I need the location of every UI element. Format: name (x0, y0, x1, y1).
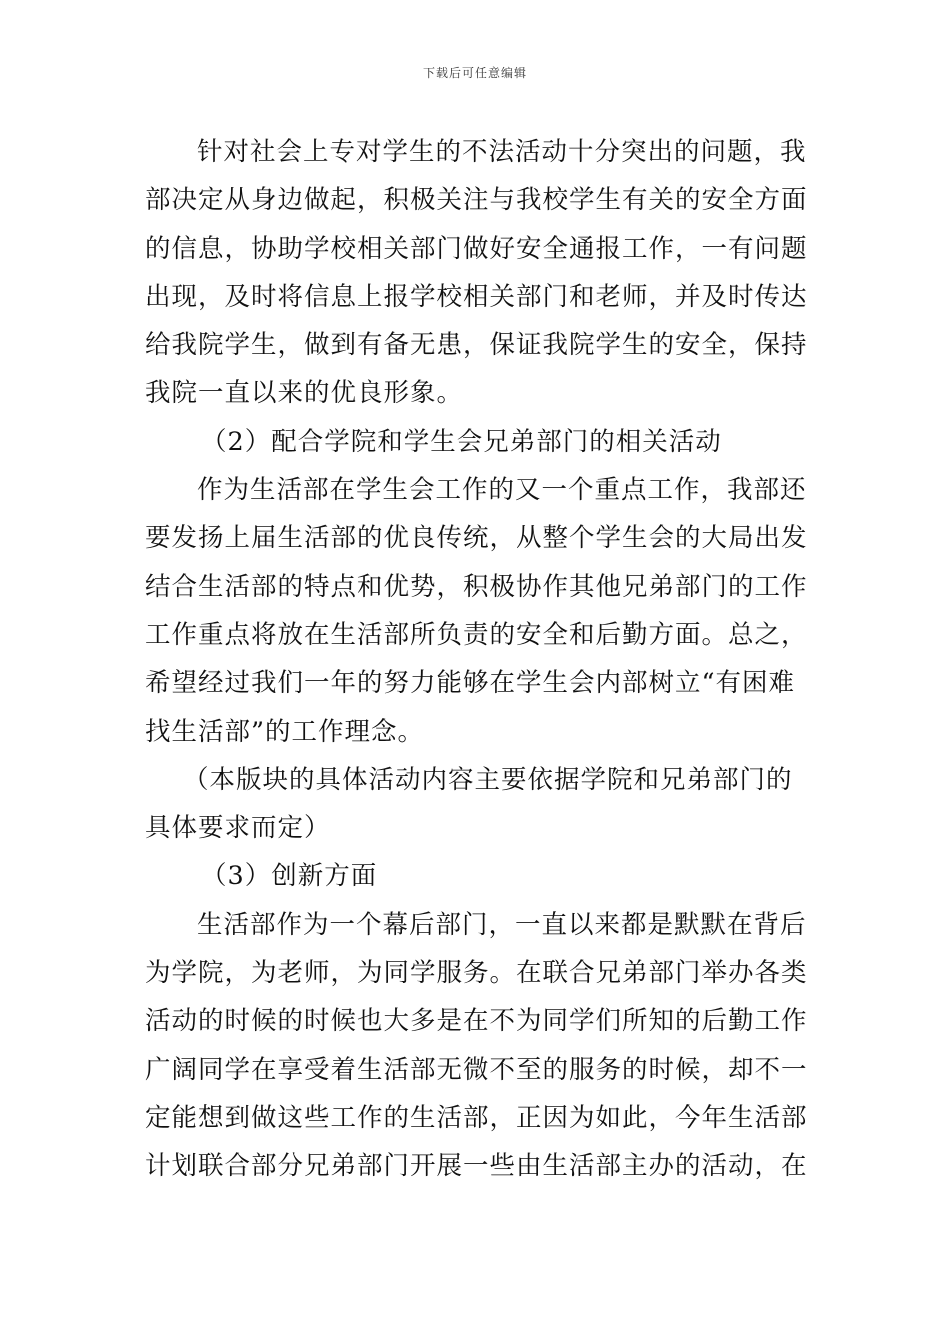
paragraph-line: 给我院学生，做到有备无患，保证我院学生的安全，保持 (145, 330, 808, 361)
section-heading: （2）配合学院和学生会兄弟部门的相关活动 (201, 426, 722, 457)
paragraph-line: 作为生活部在学生会工作的又一个重点工作，我部还 (197, 475, 807, 506)
note-line: （本版块的具体活动内容主要依据学院和兄弟部门的 (183, 764, 793, 795)
note-line: 具体要求而定） (145, 813, 331, 844)
paragraph-line: 定能想到做这些工作的生活部，正因为如此，今年生活部 (145, 1102, 808, 1133)
paragraph-line: 的信息，协助学校相关部门做好安全通报工作，一有问题 (145, 233, 808, 264)
paragraph-line: 为学院，为老师，为同学服务。在联合兄弟部门举办各类 (145, 958, 808, 989)
paragraph-line: 结合生活部的特点和优势，积极协作其他兄弟部门的工作 (145, 571, 808, 602)
paragraph-line: 要发扬上届生活部的优良传统，从整个学生会的大局出发 (145, 523, 808, 554)
paragraph-line: 部决定从身边做起，积极关注与我校学生有关的安全方面 (145, 185, 808, 216)
paragraph-line: 我院一直以来的优良形象。 (145, 378, 464, 409)
paragraph-line: 生活部作为一个幕后部门，一直以来都是默默在背后 (197, 909, 807, 940)
section-heading: （3）创新方面 (201, 861, 378, 892)
paragraph-line: 希望经过我们一年的努力能够在学生会内部树立“有困难 (145, 668, 796, 699)
paragraph-line: 出现，及时将信息上报学校相关部门和老师，并及时传达 (145, 281, 808, 312)
paragraph-line: 计划联合部分兄弟部门开展一些由生活部主办的活动，在 (145, 1151, 808, 1182)
paragraph-line: 活动的时候的时候也大多是在不为同学们所知的后勤工作 (145, 1006, 808, 1037)
paragraph-line: 找生活部”的工作理念。 (145, 716, 425, 747)
paragraph-line: 广阔同学在享受着生活部无微不至的服务的时候，却不一 (145, 1054, 808, 1085)
paragraph-line: 针对社会上专对学生的不法活动十分突出的问题，我 (197, 137, 807, 167)
body-text (145, 128, 809, 1191)
header-note: 下载后可任意编辑 (422, 66, 527, 80)
paragraph-line: 工作重点将放在生活部所负责的安全和后勤方面。总之， (145, 619, 808, 650)
